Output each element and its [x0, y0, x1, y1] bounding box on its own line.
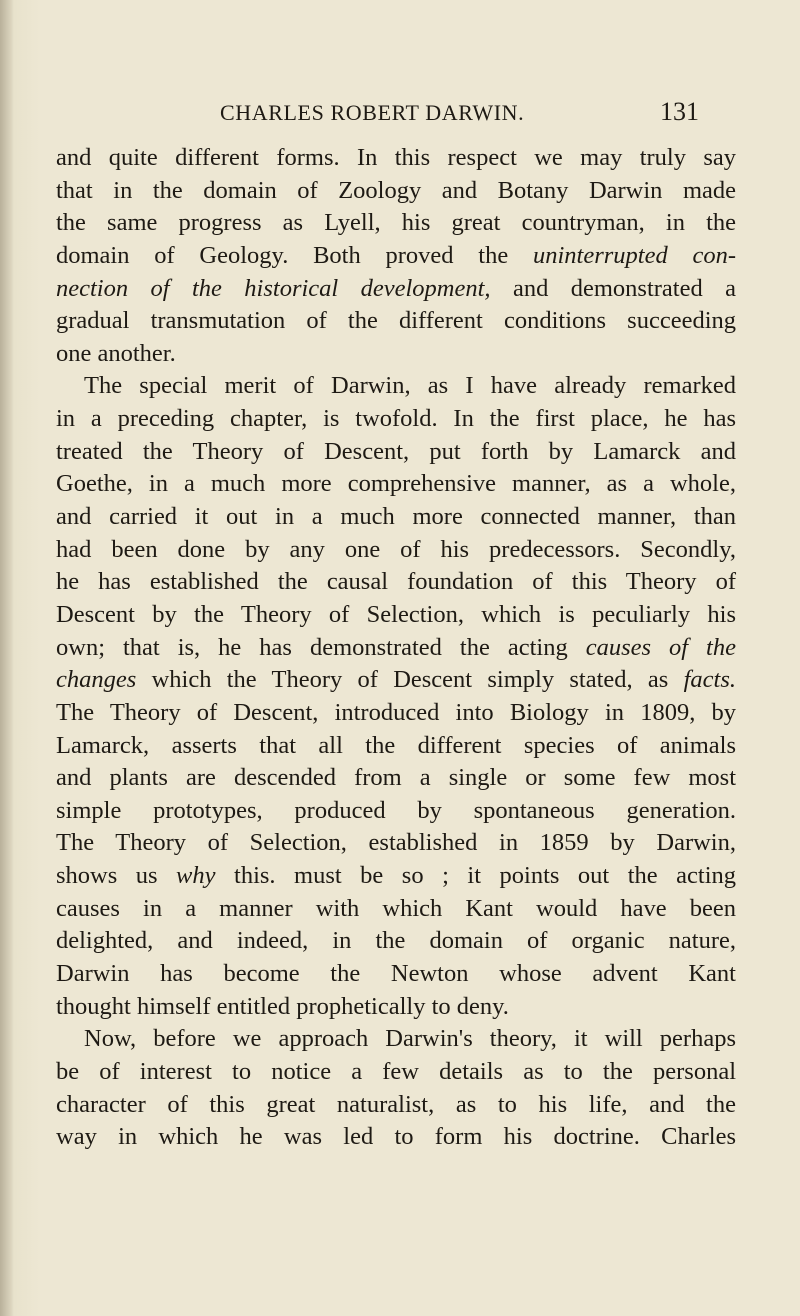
text-line: causes in a manner with which Kant would have been [56, 894, 736, 922]
text-line: Goethe, in a much more comprehensive manner, as a whole, [56, 470, 736, 498]
italic-phrase: nection of the historical development, [56, 274, 491, 302]
text-line: one another. [56, 339, 176, 367]
text-line: thought himself entitled prophetically to deny. [56, 992, 509, 1020]
text-line: he has established the causal foundation of this Theory of [56, 568, 736, 596]
italic-phrase: uninterrupted con- [532, 241, 736, 269]
text-line: The Theory of Descent, introduced into Biology in 1809, by [56, 698, 736, 726]
text-line: The Theory of Selection, established in 1859 by Darwin, [56, 829, 736, 857]
text-line: be of interest to notice a few details as to the personal [56, 1057, 736, 1085]
italic-phrase: why [176, 862, 216, 890]
text-line: that in the domain of Zoology and Botany Darwin made [56, 176, 736, 204]
text-line: way in which he was led to form his doctrine. Charles [56, 1123, 736, 1151]
text-line: own; that is, he has demonstrated the acting causes of the [56, 633, 736, 661]
text-line: changes which the Theory of Descent simply stated, as facts. [56, 666, 736, 694]
body-text [56, 142, 736, 1154]
text-line: Lamarck, asserts that all the different species of animals [56, 731, 736, 759]
page-number: 131 [660, 97, 699, 126]
text-line: nection of the historical development, and demonstrated a [56, 274, 736, 302]
text-line: the same progress as Lyell, his great countryman, in the [56, 209, 736, 237]
text-line: Darwin has become the Newton whose advent Kant [56, 960, 736, 988]
page-header [0, 97, 800, 134]
italic-phrase: facts. [683, 666, 736, 694]
text-line: delighted, and indeed, in the domain of organic nature, [56, 927, 736, 955]
text-line: had been done by any one of his predecessors. Secondly, [56, 535, 736, 563]
text-line: shows us why this. must be so ; it points out the acting [56, 862, 737, 890]
paragraph-start-line: The special merit of Darwin, as I have already remarked [84, 372, 736, 400]
text-line: and carried it out in a much more connected manner, than [56, 503, 736, 531]
text-line: character of this great naturalist, as to his life, and the [56, 1090, 736, 1118]
text-line: Descent by the Theory of Selection, which is peculiarly his [56, 600, 736, 628]
paragraph-start-line: Now, before we approach Darwin's theory, it will perhaps [84, 1025, 736, 1053]
text-line: and plants are descended from a single or some few most [56, 764, 736, 792]
running-head: CHARLES ROBERT DARWIN. [220, 100, 525, 125]
text-line: simple prototypes, produced by spontaneous generation. [56, 796, 736, 824]
text-line: in a preceding chapter, is twofold. In the first place, he has [56, 405, 736, 433]
spine-shadow [0, 0, 14, 1316]
italic-phrase: changes [56, 666, 137, 694]
text-line: and quite different forms. In this respect we may truly say [56, 144, 736, 171]
italic-phrase: causes of the [585, 633, 736, 661]
text-line: treated the Theory of Descent, put forth by Lamarck and [56, 437, 736, 465]
text-line: domain of Geology. Both proved the uninterrupted con- [56, 241, 736, 269]
text-line: gradual transmutation of the different conditions succeeding [56, 307, 736, 335]
